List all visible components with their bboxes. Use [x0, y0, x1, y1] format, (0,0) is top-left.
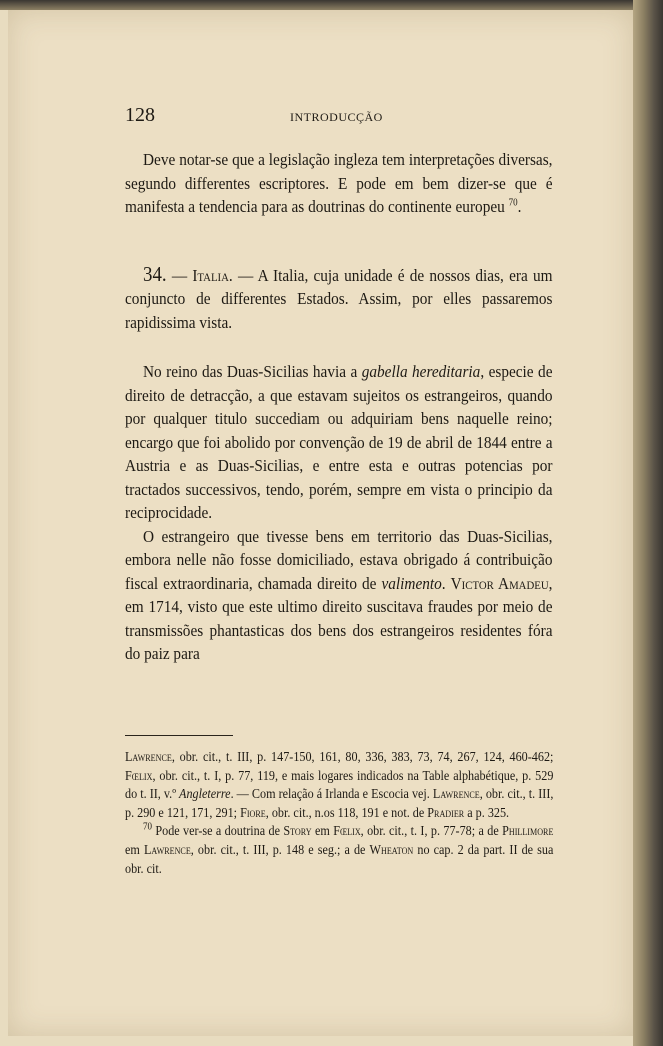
- section-number: 34.: [143, 261, 167, 286]
- author-story: Story: [283, 823, 312, 839]
- footnote-text: , obr. cit., t. III, p. 148 e seg.; a de: [190, 841, 370, 857]
- book-gutter: [633, 0, 663, 1046]
- footnote-text: , obr. cit., t. III, p. 290 e 121, 171, 291;: [125, 786, 554, 820]
- paragraph-4-text-3: , em 1714, visto que este ultimo direito suscitava fraudes por meio de transmissões phantasticas dos bens dos estrangeiros residentes fóra do paiz para: [125, 573, 553, 663]
- page-number: 128: [125, 104, 155, 126]
- footnote-text: , obr. cit., t. III, p. 147-150, 161, 80, 336, 383, 73, 74, 267, 124, 460-462;: [171, 749, 554, 764]
- footnote-text: no cap. 2 da part. II de sua obr. cit.: [125, 841, 554, 876]
- paragraph-1-end: .: [517, 197, 522, 216]
- footnote-text: a p. 325.: [464, 804, 510, 820]
- paragraph-3-text-2: , especie de direito de detracção, a que estavam sujeitos os estrangeiros, quando por qualquer titulo succediam ou adquiriam bens naquelle reino; encargo que foi abolido por convenção de 19 de abril de 1844 entre a Austria e as Duas-Sicilias, e entre esta e outras potencias por tractados successivos, tendo, porém, sempre em vista o principio da reciprocidade.: [125, 362, 553, 522]
- page-header: [125, 104, 553, 128]
- name-victor-amadeu: Victor Amadeu: [450, 573, 549, 593]
- footnote-number-70: 70: [143, 821, 152, 833]
- footnotes: [125, 748, 553, 878]
- author-lawrence: Lawrence: [125, 749, 172, 764]
- footnote-text: , obr. cit., n.os 118, 191 e not. de: [265, 804, 428, 820]
- term-angleterre: Angleterre: [179, 786, 231, 802]
- section-34-paragraph: [125, 263, 553, 335]
- footnote-70: [125, 822, 553, 878]
- author-lawrence: Lawrence: [143, 841, 191, 857]
- body-text: [125, 148, 553, 666]
- author-phillimore: Phillimore: [502, 823, 554, 839]
- author-lawrence: Lawrence: [432, 786, 480, 802]
- author-foelix: Fœlix: [333, 823, 361, 839]
- footnote-text: . — Com relação á Irlanda e Escocia vej.: [230, 786, 433, 802]
- footnote-continuation: [125, 748, 553, 822]
- section-34-text: A Italia, cuja unidade é de nossos dias, era um conjuncto de differentes Estados. Assim, por elles passaremos rapidissima vista.: [125, 265, 553, 332]
- author-pradier: Pradier: [427, 804, 465, 820]
- footnote-ref-70: 70: [508, 197, 518, 209]
- paragraph-1: [125, 148, 553, 219]
- footnote-text: Pode ver-se a doutrina de: [152, 823, 284, 839]
- author-wheaton: Wheaton: [369, 841, 414, 857]
- paragraph-4-text-1: O estrangeiro que tivesse bens em territorio das Duas-Sicilias, embora nelle não fosse domiciliado, estava obrigado á contribuição fiscal extraordinaria, chamada direito de: [125, 526, 553, 593]
- scan-top-edge: [0, 0, 663, 10]
- paragraph-1-text: Deve notar-se que a legislação ingleza tem interpretações diversas, segundo differentes escriptores. E pode em bem dizer-se que é manifesta a tendencia para as doutrinas do continente europeu: [125, 150, 553, 216]
- author-fiore: Fiore: [240, 804, 266, 820]
- term-valimento: valimento: [381, 573, 442, 593]
- section-dash-1: —: [166, 265, 193, 285]
- author-foelix: Fœlix: [125, 767, 153, 783]
- running-head: INTRODUCÇÃO: [290, 110, 383, 124]
- section-dash-2: —: [232, 265, 258, 285]
- footnote-text: , obr. cit., t. I, p. 77, 119, e mais logares indicados na Table alphabétique, p. 529 do t. II, v.º: [125, 767, 554, 802]
- footnote-text: em: [311, 823, 334, 839]
- paragraph-3-text-1: No reino das Duas-Sicilias havia a: [143, 362, 362, 381]
- footnote-rule: [125, 735, 233, 736]
- footnote-text: em: [125, 841, 144, 857]
- paragraph-estrangeiro: [125, 525, 553, 666]
- paragraph-4-text-2: .: [441, 573, 451, 593]
- term-gabella: gabella hereditaria: [361, 362, 481, 381]
- paragraph-duas-sicilias: [125, 360, 553, 525]
- section-title: Italia.: [192, 265, 233, 285]
- footnote-text: , obr. cit., t. I, p. 77-78; a de: [360, 823, 503, 839]
